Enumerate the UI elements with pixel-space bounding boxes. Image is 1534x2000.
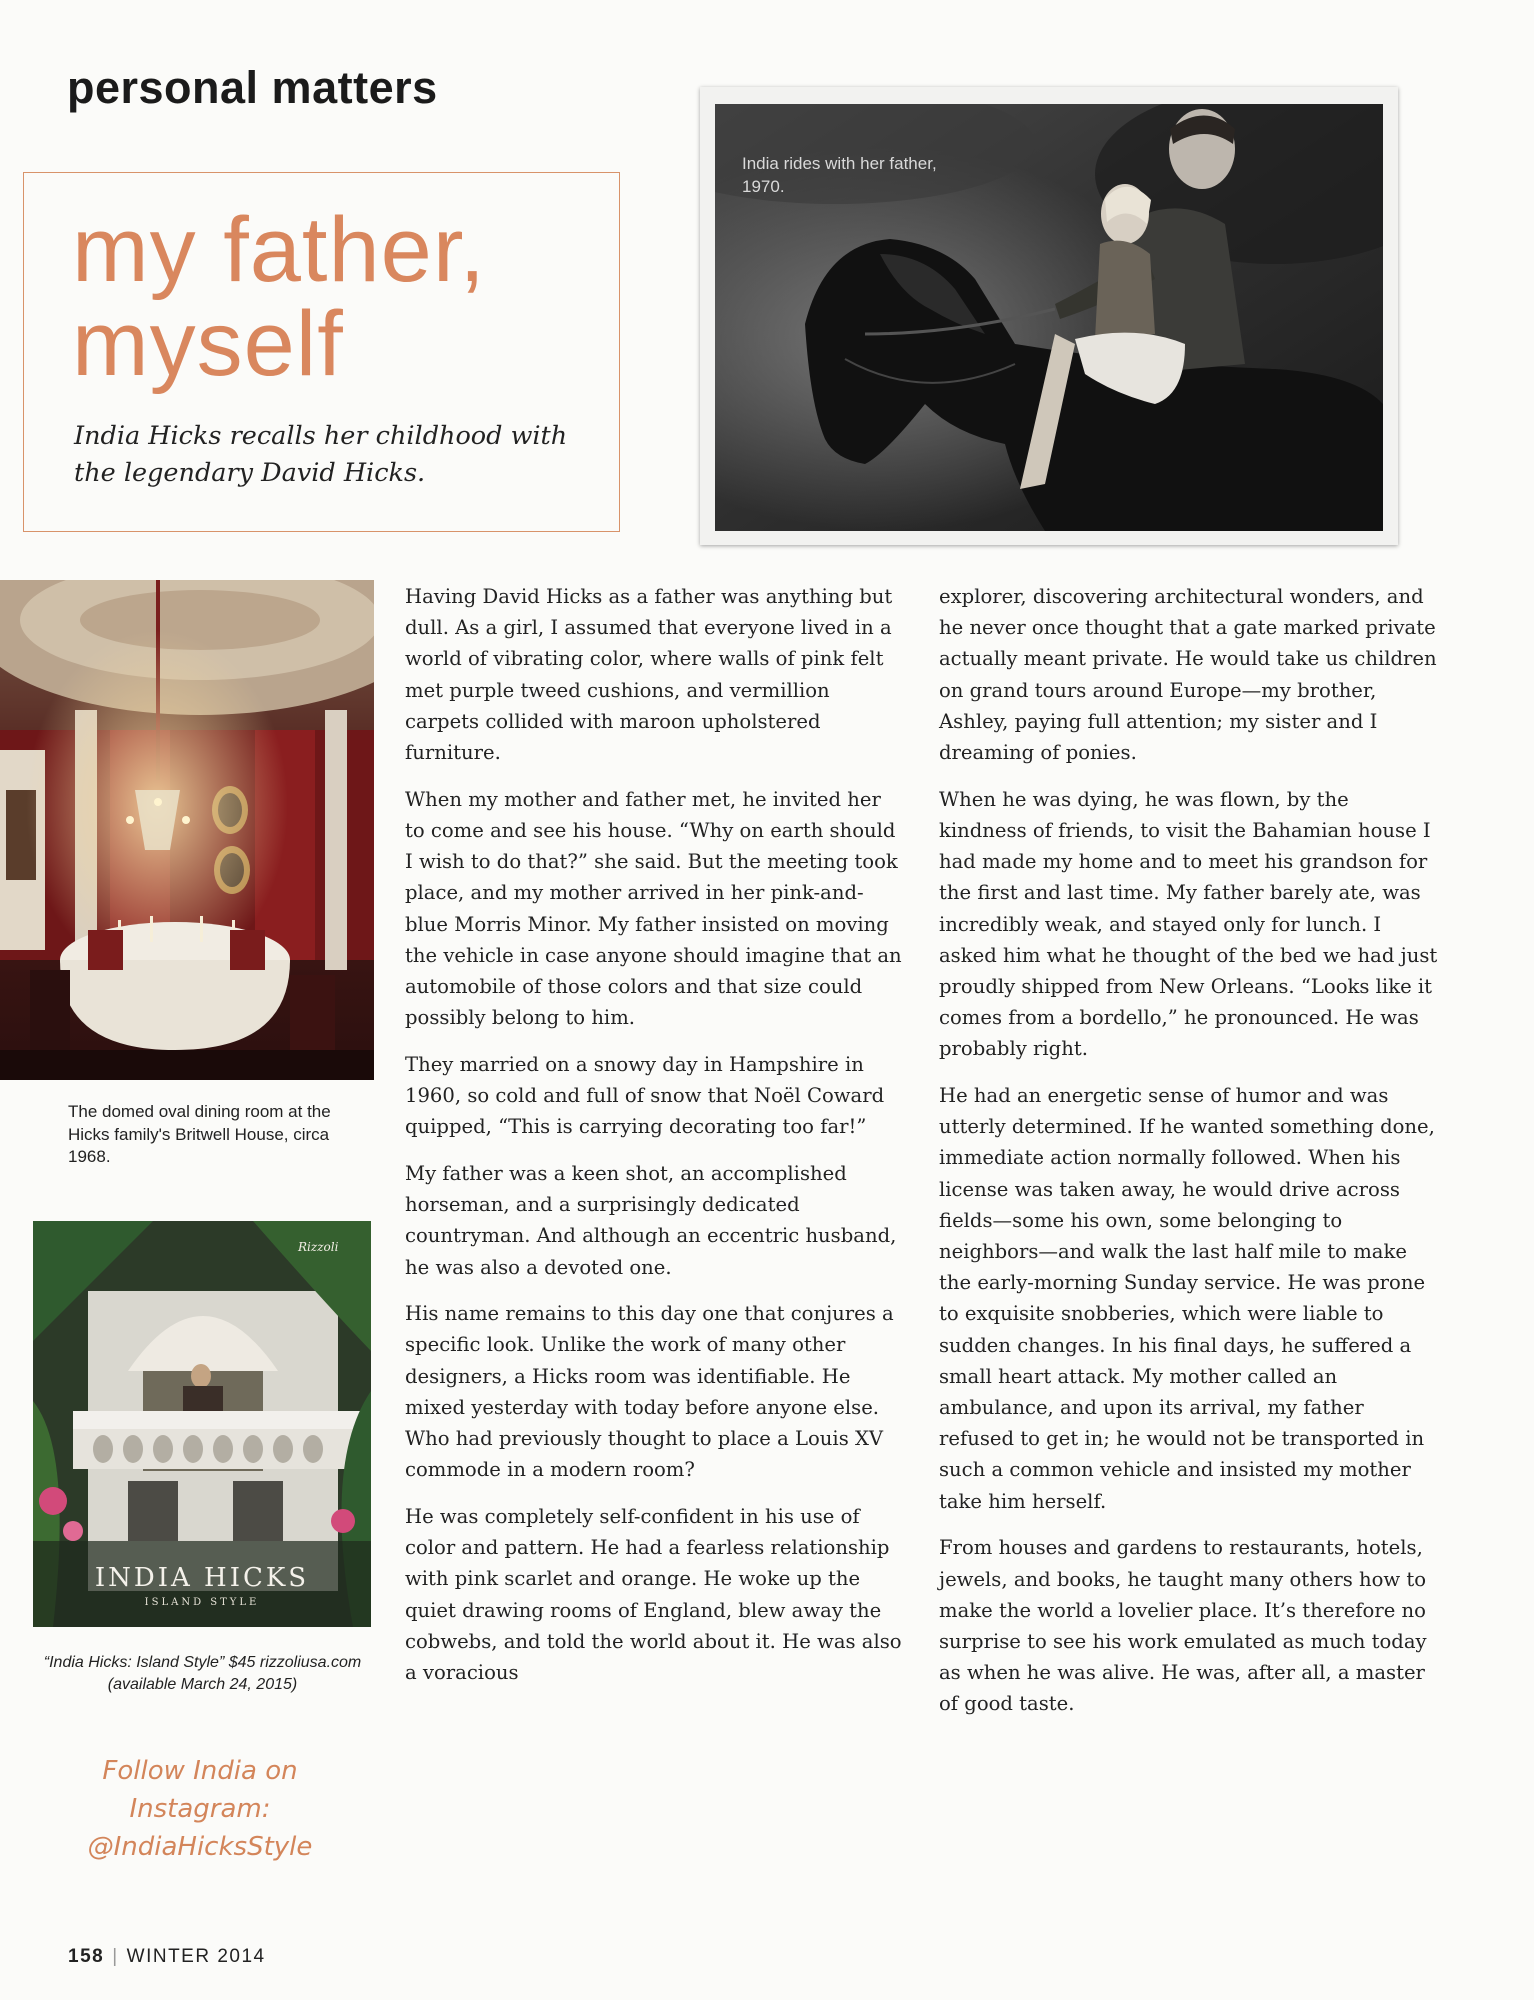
- article-column-2: [939, 581, 1439, 1735]
- paragraph: He had an energetic sense of humor and was utterly determined. If he wanted something done, immediate action normally followed. When his license was taken away, he would drive across fields—some his own, some belonging to neighbors—and walk the last half mile to make the early-morning Sunday service. He was prone to exquisite snobberies, which were liable to sudden changes. In his final days, he suffered a small heart attack. My mother called an ambulance, and upon its arrival, my father refused to get in; he would not be transported in such a common vehicle and insisted my mother take him herself.: [939, 1084, 1435, 1513]
- instagram-line-2: Instagram:: [129, 1794, 271, 1824]
- folio-divider: |: [112, 1946, 119, 1967]
- book-caption-details: $45 rizzoliusa.com (available March 24, 2015): [107, 1654, 362, 1693]
- article-title: my father, myself: [72, 199, 486, 395]
- book-caption-title: “India Hicks: Island Style”: [43, 1654, 225, 1671]
- book-caption: [30, 1652, 375, 1696]
- article-column-1: [405, 581, 905, 1704]
- instagram-handle[interactable]: @IndiaHicksStyle: [87, 1832, 313, 1862]
- dining-photo-caption: The domed oval dining room at the Hicks family's Britwell House, circa 1968.: [68, 1102, 331, 1166]
- page-folio: [68, 1946, 266, 1968]
- title-box: [23, 172, 620, 532]
- paragraph: My father was a keen shot, an accomplished horseman, and a surprisingly dedicated countryman. And although an eccentric husband, he was also a devoted one.: [405, 1161, 897, 1279]
- section-label: personal matters: [67, 62, 438, 113]
- dining-room-photo: [0, 580, 374, 1080]
- book-publisher-mark: Rizzoli: [298, 1240, 339, 1254]
- page-number: 158: [68, 1946, 105, 1967]
- rider-photo-caption: India rides with her father, 1970.: [742, 154, 937, 196]
- book-cover-title: INDIA HICKS: [94, 1563, 310, 1593]
- paragraph: His name remains to this day one that conjures a specific look. Unlike the work of many other designers, a Hicks room was identifiable. He mixed yesterday with today before anyone else. Who had previously thought to place a Louis XV commode in a modern room?: [405, 1302, 894, 1482]
- paragraph: Having David Hicks as a father was anything but dull. As a girl, I assumed that everyone lived in a world of vibrating color, where walls of pink felt met purple tweed cushions, and vermillion carpets collided with maroon upholstered furniture.: [405, 585, 893, 765]
- instagram-line-1: Follow India on: [102, 1756, 298, 1786]
- article-deck: India Hicks recalls her childhood with the legendary David Hicks.: [74, 421, 568, 488]
- instagram-callout: [60, 1752, 340, 1866]
- book-cover-subtitle: ISLAND STYLE: [144, 1597, 260, 1608]
- paragraph: When he was dying, he was flown, by the kindness of friends, to visit the Bahamian house I had made my home and to meet his grandson for the first and last time. My father barely ate, was incredibly weak, and stayed only for lunch. I asked him what he thought of the bed we had just proudly shipped from New Orleans. “Looks like it comes from a bordello,” he pronounced. He was probably right.: [939, 787, 1438, 1061]
- issue-label: WINTER 2014: [126, 1946, 266, 1967]
- paragraph: explorer, discovering architectural wonders, and he never once thought that a gate marked private actually meant private. He would take us children on grand tours around Europe—my brother, Ashley, paying full attention; my sister and I dreaming of ponies.: [939, 585, 1437, 765]
- paragraph: When my mother and father met, he invited her to come and see his house. “Why on earth should I wish to do that?” she said. But the meeting took place, and my mother arrived in her pink-and-blue Morris Minor. My father insisted on moving the vehicle in case anyone should imagine that an automobile of those colors and that size could possibly belong to him.: [405, 787, 902, 1030]
- paragraph: From houses and gardens to restaurants, hotels, jewels, and books, he taught many others how to make the world a lovelier place. It’s therefore no surprise to see his work emulated as much today as when he was alive. He was, after all, a master of good taste.: [939, 1536, 1427, 1716]
- paragraph: They married on a snowy day in Hampshire in 1960, so cold and full of snow that Noël Coward quipped, “This is carrying decorating too far!”: [405, 1052, 885, 1139]
- paragraph: He was completely self-confident in his use of color and pattern. He had a fearless relationship with pink scarlet and orange. He woke up the quiet drawing rooms of England, blew away the cobwebs, and told the world about it. He was also a voracious: [405, 1504, 902, 1684]
